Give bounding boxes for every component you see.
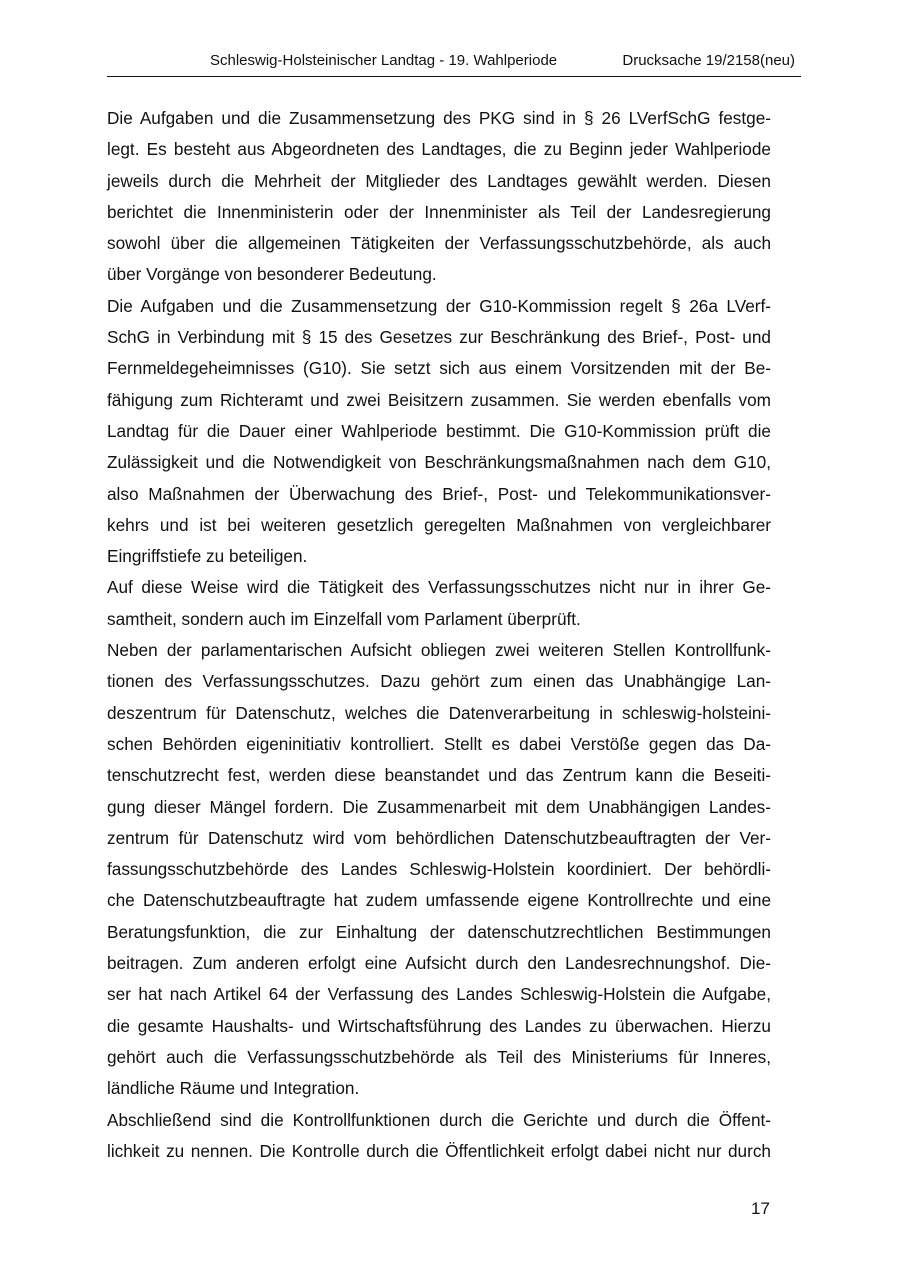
text-line: zentrum für Datenschutz wird vom behördlichen Datenschutzbeauftragten der Ver- [107,827,771,848]
text-line: Beratungsfunktion, die zur Einhaltung der datenschutzrechtlichen Bestimmungen [107,921,771,942]
body-text [107,103,771,1167]
paragraph-control-functions [107,635,771,1104]
text-line: sowohl über die allgemeinen Tätigkeiten der Verfassungsschutzbehörde, als auch [107,233,771,254]
text-line: tionen des Verfassungsschutzes. Dazu gehört zum einen das Unabhängige Lan- [107,671,771,692]
text-line: ländliche Räume und Integration. [107,1078,360,1099]
text-line: Zulässigkeit und die Notwendigkeit von Beschränkungsmaßnahmen nach dem G10, [107,452,771,473]
page-number: 17 [751,1199,770,1218]
text-line: Auf diese Weise wird die Tätigkeit des Verfassungsschutzes nicht nur in ihrer Ge- [107,577,771,598]
text-line: fassungsschutzbehörde des Landes Schleswig-Holstein koordiniert. Der behördli- [107,859,771,880]
text-line: Eingriffstiefe zu beteiligen. [107,546,308,567]
text-line: legt. Es besteht aus Abgeordneten des Landtages, die zu Beginn jeder Wahlperiode [107,139,771,160]
text-line: über Vorgänge von besonderer Bedeutung. [107,264,437,285]
text-line: Die Aufgaben und die Zusammensetzung der G10-Kommission regelt § 26a LVerf- [107,295,771,316]
page-header [107,50,801,77]
text-line: also Maßnahmen der Überwachung des Brief-, Post- und Telekommunikationsver- [107,483,771,504]
text-line: beitragen. Zum anderen erfolgt eine Aufsicht durch den Landesrechnungshof. Die- [107,953,771,974]
paragraph-g10 [107,291,771,573]
text-line: Fernmeldegeheimnisses (G10). Sie setzt sich aus einem Vorsitzenden mit der Be- [107,358,771,379]
header-doc-number: Drucksache 19/2158(neu) [622,52,795,69]
text-line: Neben der parlamentarischen Aufsicht obliegen zwei weiteren Stellen Kontrollfunk- [107,640,771,661]
text-line: Abschließend sind die Kontrollfunktionen durch die Gerichte und durch die Öffent- [107,1109,771,1130]
text-line: gehört auch die Verfassungsschutzbehörde als Teil des Ministeriums für Inneres, [107,1046,771,1067]
text-line: fähigung zum Richteramt und zwei Beisitzern zusammen. Sie werden ebenfalls vom [107,389,771,410]
text-line: die gesamte Haushalts- und Wirtschaftsführung des Landes zu überwachen. Hierzu [107,1015,771,1036]
text-line: Die Aufgaben und die Zusammensetzung des PKG sind in § 26 LVerfSchG festge- [107,108,771,128]
text-line: che Datenschutzbeauftragte hat zudem umfassende eigene Kontrollrechte und eine [107,890,771,911]
text-line: samtheit, sondern auch im Einzelfall vom Parlament überprüft. [107,608,581,629]
text-line: gung dieser Mängel fordern. Die Zusammenarbeit mit dem Unabhängigen Landes- [107,796,771,817]
paragraph-pkg [107,103,771,291]
header-title: Schleswig-Holsteinischer Landtag - 19. Wahlperiode [210,52,558,69]
text-line: kehrs und ist bei weiteren gesetzlich geregelten Maßnahmen von vergleichbarer [107,514,771,535]
text-line: tenschutzrecht fest, werden diese beanstandet und das Zentrum kann die Beseiti- [107,765,771,786]
text-line: SchG in Verbindung mit § 15 des Gesetzes zur Beschränkung des Brief-, Post- und [107,327,771,348]
text-line: ser hat nach Artikel 64 der Verfassung des Landes Schleswig-Holstein die Aufgabe, [107,984,771,1005]
paragraph-courts-public [107,1105,771,1168]
text-line: deszentrum für Datenschutz, welches die Datenverarbeitung in schleswig-holsteini- [107,702,771,723]
text-line: Landtag für die Dauer einer Wahlperiode bestimmt. Die G10-Kommission prüft die [107,420,771,441]
text-line: lichkeit zu nennen. Die Kontrolle durch die Öffentlichkeit erfolgt dabei nicht nur durch [107,1140,771,1161]
paragraph-parliament [107,572,771,635]
text-line: schen Behörden eigeninitiativ kontrolliert. Stellt es dabei Verstöße gegen das Da- [107,733,771,754]
text-line: jeweils durch die Mehrheit der Mitglieder des Landtages gewählt werden. Diesen [107,170,771,191]
text-line: berichtet die Innenministerin oder der Innenminister als Teil der Landesregierung [107,201,771,222]
